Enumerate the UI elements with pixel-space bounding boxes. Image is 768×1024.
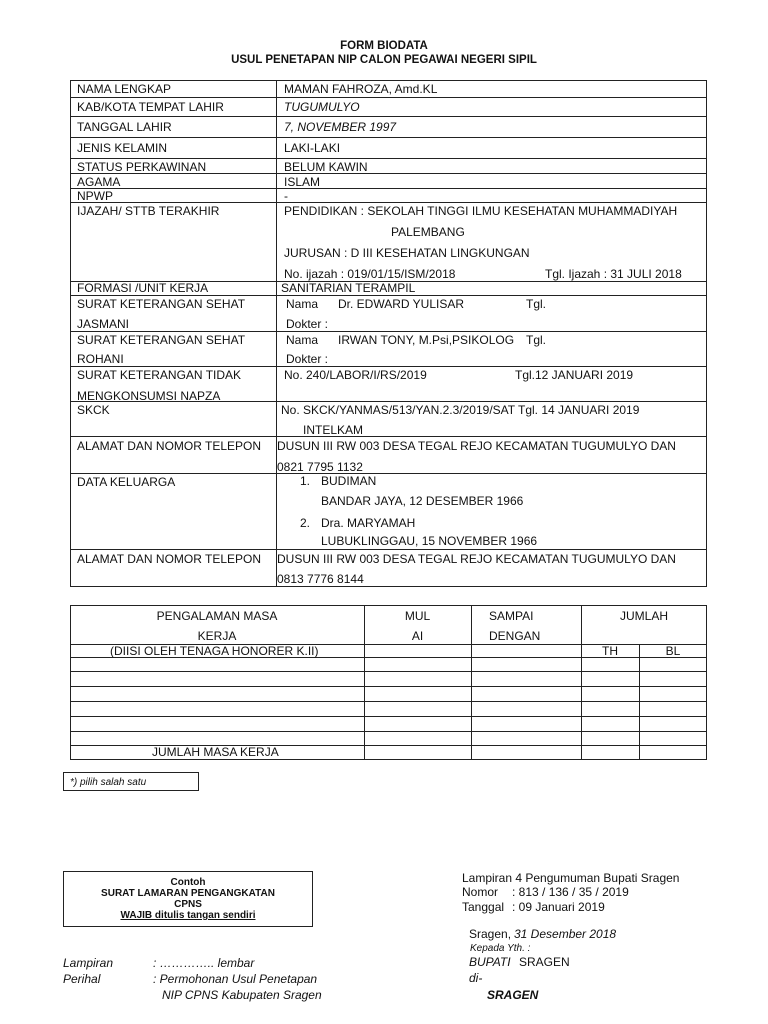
lampiran-nomor-label: Nomor	[462, 885, 499, 899]
pengalaman-col3-b: DENGAN	[489, 629, 541, 643]
pengalaman-col2-b: AI	[411, 629, 424, 643]
footnote-text: *) pilih salah satu	[70, 777, 147, 788]
value-formasi: SANITARIAN TERAMPIL	[281, 281, 416, 295]
lampiran-tanggal-label: Tanggal	[462, 900, 505, 914]
contoh-l1: Contoh	[170, 877, 206, 888]
value-ijazah-pendidikan: PENDIDIKAN : SEKOLAH TINGGI ILMU KESEHATAN MUHAMMADIYAH	[284, 204, 678, 218]
letter-perihal-value: : Permohonan Usul Penetapan	[153, 972, 318, 986]
keluarga-2-ttl: LUBUKLINGGAU, 15 NOVEMBER 1966	[321, 534, 538, 548]
skck-value-2: INTELKAM	[303, 423, 364, 437]
footnote-box	[63, 772, 199, 791]
pengalaman-col2-a: MUL	[404, 609, 431, 623]
skck-value: No. SKCK/YANMAS/513/YAN.2.3/2019/SAT Tgl. 14 JANUARI 2019	[281, 403, 640, 417]
label-tanggal-lahir: TANGGAL LAHIR	[77, 120, 172, 134]
letter-lampiran-value: : ………….. lembar	[153, 956, 255, 970]
lampiran-tanggal-value: : 09 Januari 2019	[512, 900, 605, 914]
value-ijazah-tgl: Tgl. Ijazah : 31 JULI 2018	[545, 267, 682, 281]
label-rohani-2: ROHANI	[77, 352, 124, 366]
value-jenis-kelamin: LAKI-LAKI	[284, 141, 341, 155]
pengalaman-col1-b: KERJA	[197, 629, 237, 643]
rohani-nama-label: Nama	[286, 333, 319, 347]
rohani-dokter-name: IRWAN TONY, M.Psi,PSIKOLOG	[338, 333, 515, 347]
keluarga-2-num: 2.	[300, 516, 311, 530]
letter-perihal-value-2: NIP CPNS Kabupaten Sragen	[162, 988, 322, 1002]
label-rohani-1: SURAT KETERANGAN SEHAT	[77, 333, 246, 347]
value-ijazah-jurusan: JURUSAN : D III KESEHATAN LINGKUNGAN	[284, 246, 530, 260]
label-status: STATUS PERKAWINAN	[77, 160, 207, 174]
jasmani-tgl: Tgl.	[526, 297, 547, 311]
label-napza-2: MENGKONSUMSI NAPZA	[77, 389, 221, 403]
pengalaman-note: (DIISI OLEH TENAGA HONORER K.II)	[110, 644, 319, 658]
alamat-2-phone: 0813 7776 8144	[277, 572, 364, 586]
letter-lampiran-label: Lampiran	[63, 956, 114, 970]
value-ijazah-no: No. ijazah : 019/01/15/ISM/2018	[284, 267, 456, 281]
letter-place: Sragen,	[469, 927, 512, 941]
label-alamat-2: ALAMAT DAN NOMOR TELEPON	[77, 552, 262, 566]
pengalaman-col3-a: SAMPAI	[489, 609, 534, 623]
label-formasi: FORMASI /UNIT KERJA	[77, 281, 209, 295]
napza-no: No. 240/LABOR/I/RS/2019	[284, 368, 427, 382]
label-skck: SKCK	[77, 403, 110, 417]
pengalaman-col4: JUMLAH	[619, 609, 668, 623]
label-jasmani-1: SURAT KETERANGAN SEHAT	[77, 297, 246, 311]
value-tempat-lahir: TUGUMULYO	[284, 100, 360, 114]
value-agama: ISLAM	[284, 175, 321, 189]
contoh-l3: CPNS	[174, 899, 202, 910]
label-npwp: NPWP	[77, 189, 113, 203]
rohani-tgl: Tgl.	[526, 333, 547, 347]
keluarga-2-name: Dra. MARYAMAH	[321, 516, 416, 530]
label-tempat-lahir: KAB/KOTA TEMPAT LAHIR	[77, 100, 224, 114]
pengalaman-col1-a: PENGALAMAN MASA	[156, 609, 278, 623]
contoh-box	[63, 871, 313, 927]
value-tanggal-lahir: 7, NOVEMBER 1997	[284, 120, 397, 134]
napza-tgl: Tgl.12 JANUARI 2019	[515, 368, 634, 382]
label-jenis-kelamin: JENIS KELAMIN	[77, 141, 168, 155]
label-keluarga: DATA KELUARGA	[77, 475, 176, 489]
pengalaman-total: JUMLAH MASA KERJA	[152, 745, 279, 759]
letter-date: 31 Desember 2018	[514, 927, 617, 941]
label-ijazah: IJAZAH/ STTB TERAKHIR	[77, 204, 220, 218]
keluarga-1-name: BUDIMAN	[321, 474, 377, 488]
pengalaman-bl: BL	[665, 644, 681, 658]
jasmani-nama-label: Nama	[286, 297, 319, 311]
lampiran-nomor-value: : 813 / 136 / 35 / 2019	[512, 885, 629, 899]
label-alamat-1: ALAMAT DAN NOMOR TELEPON	[77, 439, 262, 453]
value-ijazah-kota: PALEMBANG	[391, 225, 465, 239]
form-title: FORM BIODATA	[340, 40, 428, 52]
letter-perihal-label: Perihal	[63, 972, 101, 986]
jasmani-dokter-name: Dr. EDWARD YULISAR	[338, 297, 465, 311]
letter-di: di-	[469, 971, 483, 985]
letter-kota: SRAGEN	[487, 988, 539, 1002]
label-jasmani-2: JASMANI	[77, 317, 130, 331]
value-npwp: -	[284, 189, 288, 203]
jasmani-dokter-label: Dokter :	[286, 317, 329, 331]
pengalaman-th: TH	[602, 644, 618, 658]
letter-bupati-b: SRAGEN	[519, 955, 570, 969]
label-napza-1: SURAT KETERANGAN TIDAK	[77, 368, 242, 382]
contoh-l4: WAJIB ditulis tangan sendiri	[120, 910, 256, 921]
label-nama: NAMA LENGKAP	[77, 82, 172, 96]
value-status: BELUM KAWIN	[284, 160, 368, 174]
alamat-2-value: DUSUN III RW 003 DESA TEGAL REJO KECAMATAN TUGUMULYO DAN	[277, 552, 676, 566]
keluarga-1-num: 1.	[300, 474, 311, 488]
alamat-1-phone: 0821 7795 1132	[277, 460, 363, 474]
alamat-1-value: DUSUN III RW 003 DESA TEGAL REJO KECAMATAN TUGUMULYO DAN	[277, 439, 676, 453]
letter-bupati-a: BUPATI	[469, 955, 511, 969]
letter-kepada: Kepada Yth. :	[470, 943, 531, 954]
keluarga-1-ttl: BANDAR JAYA, 12 DESEMBER 1966	[321, 494, 524, 508]
lampiran-info-title: Lampiran 4 Pengumuman Bupati Sragen	[462, 871, 680, 885]
form-subtitle: USUL PENETAPAN NIP CALON PEGAWAI NEGERI SIPIL	[231, 54, 537, 66]
value-nama: MAMAN FAHROZA, Amd.KL	[284, 82, 438, 96]
contoh-l2: SURAT LAMARAN PENGANGKATAN	[101, 888, 275, 899]
label-agama: AGAMA	[77, 175, 121, 189]
rohani-dokter-label: Dokter :	[286, 352, 329, 366]
